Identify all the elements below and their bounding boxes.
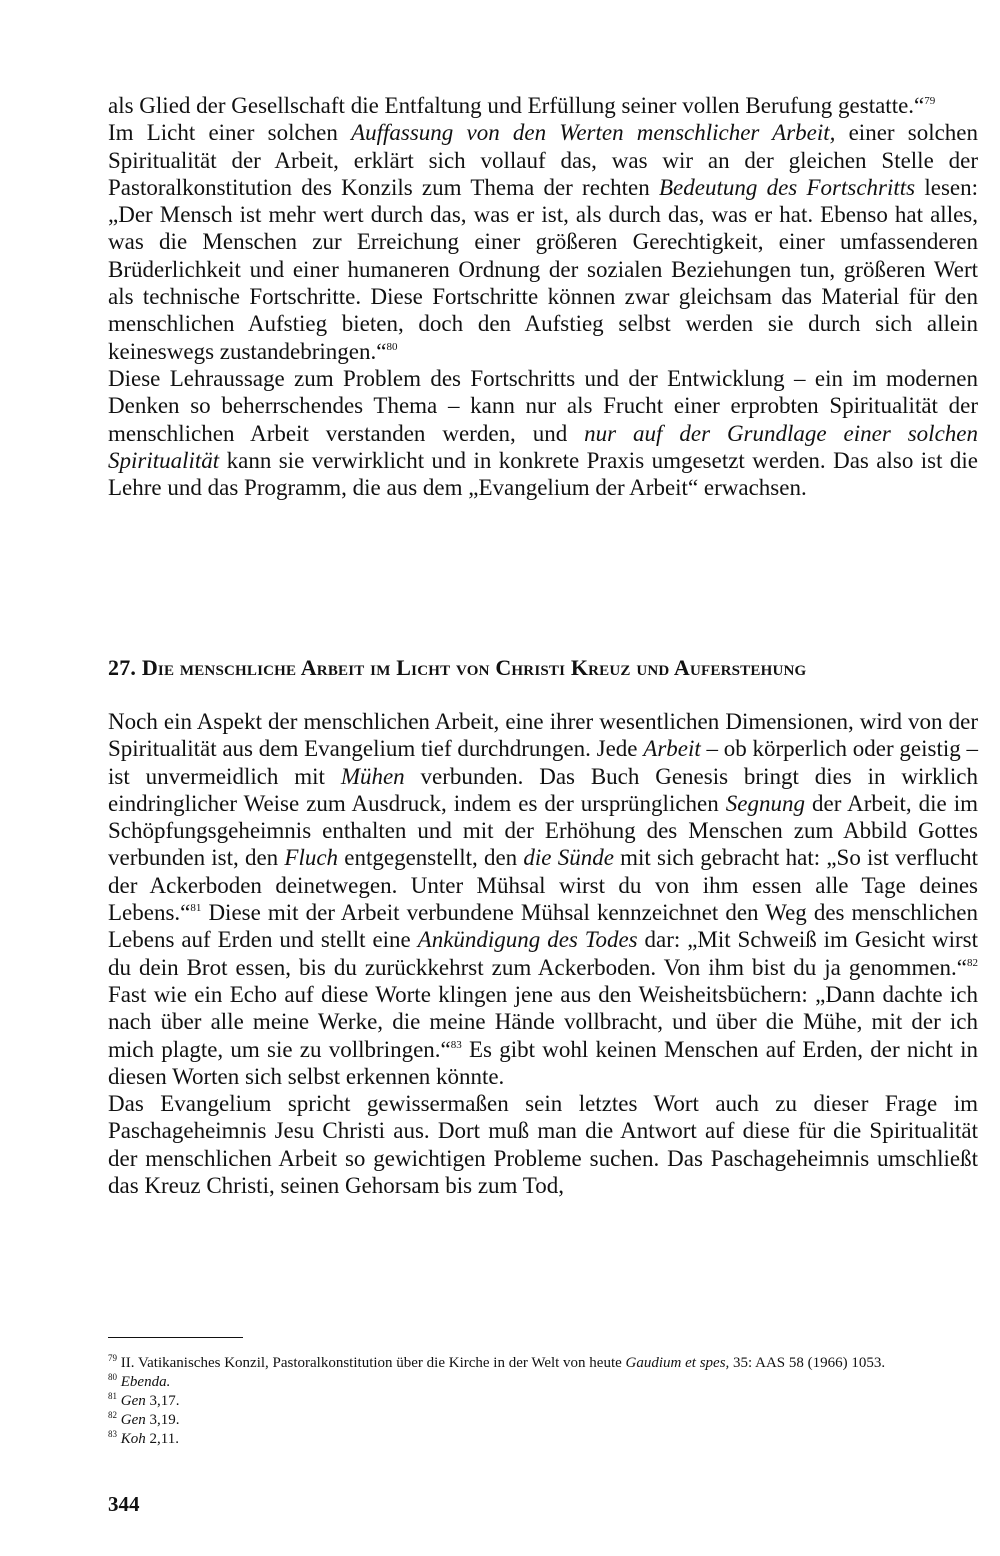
section-body xyxy=(108,708,978,1199)
section-title: Die menschliche Arbeit im Licht von Christi Kreuz und Auferstehung xyxy=(141,655,807,680)
footnote: $^{79}$ II. Vatikanisches Konzil, Pastoralkonstitution über die Kirche in der Welt von heute Gaudium et spes, 35: AAS 58 (1966) 1053. xyxy=(108,1353,886,1371)
paragraph: Das Evangelium spricht gewissermaßen sein letztes Wort auch zu dieser Frage im Paschageheimnis Jesu Christi aus. Dort muß man die Antwort auf diese für die Spiritualität der menschlichen Arbeit so gewichtigen Probleme suchen. Das Paschageheimnis umschließt das Kreuz Christi, seinen Gehorsam bis zum Tod, xyxy=(108,1091,978,1199)
page xyxy=(108,92,979,1516)
footnote-divider xyxy=(108,1337,243,1338)
footnote-ref: 81 xyxy=(190,902,202,915)
section-number: 27. xyxy=(108,655,137,680)
paragraph: Noch ein Aspekt der menschlichen Arbeit, eine ihrer wesentlichen Dimensionen, wird von der Spiritualität aus dem Evangelium tief durchdrungen. Jede Arbeit – ob körperlich oder geistig – ist unvermeidlich mit Mühen verbunden. Das Buch Genesis bringt dies in wirklich eindringlicher Weise zum Ausdruck, indem es der ursprünglichen Segnung der Arbeit, die im Schöpfungsgeheimnis enthalten und mit der Erhöhung des Menschen zum Abbild Gottes verbunden ist, den Fluch entgegenstellt, den die Sünde mit sich gebracht hat: „So ist verflucht der Ackerboden deinetwegen. Unter Mühsal wirst du von ihm essen alle Tage deines Lebens.“$^{81}$ Diese mit der Arbeit verbundene Mühsal kennzeichnet den Weg des menschlichen Lebens auf Erden und stellt eine Ankündigung des Todes dar: „Mit Schweiß im Gesicht wirst du dein Brot essen, bis du zurückkehrst zum Ackerboden. Von ihm bist du ja genommen.“$^{82}$ Fast wie ein Echo auf diese Worte klingen jene aus den Weisheitsbüchern: „Dann dachte ich nach über alle meine Werke, die meine Hände vollbracht, und über die Mühe, mit der ich mich plagte, um sie zu vollbringen.“$^{83}$ Es gibt wohl keinen Menschen auf Erden, der nicht in diesen Worten sich selbst erkennen könnte. xyxy=(108,709,979,1089)
intro-text xyxy=(108,92,978,501)
footnote-ref: 80 xyxy=(386,340,398,353)
footnotes xyxy=(108,1354,978,1449)
section-heading xyxy=(108,655,806,681)
footnote: $^{83}$ Koh 2,11. xyxy=(108,1429,179,1447)
footnote-ref: 79 xyxy=(924,95,936,107)
footnote-ref: 83 xyxy=(450,1038,462,1051)
paragraph: als Glied der Gesellschaft die Entfaltung und Erfüllung seiner vollen Berufung gestatte.“$^{79}$ xyxy=(108,93,936,118)
page-number: 344 xyxy=(108,1492,140,1516)
footnote: $^{82}$ Gen 3,19. xyxy=(108,1410,180,1428)
footnote-ref: 82 xyxy=(967,956,978,969)
paragraph: Diese Lehraussage zum Problem des Fortschritts und der Entwicklung – ein im modernen Denken so beherrschendes Thema – kann nur als Frucht einer erprobten Spiritualität der menschlichen Arbeit verstanden werden, und nur auf der Grundlage einer solchen Spiritualität kann sie verwirklicht und in konkrete Praxis umgesetzt werden. Das also ist die Lehre und das Programm, die aus dem „Evangelium der Arbeit“ erwachsen. xyxy=(108,365,978,501)
footnote: $^{80}$ Ebenda. xyxy=(108,1372,171,1390)
paragraph: Im Licht einer solchen Auffassung von den Werten menschlicher Arbeit, einer solchen Spiritualität der Arbeit, erklärt sich vollauf das, was wir an der gleichen Stelle der Pastoralkonstitution des Konzils zum Thema der rechten Bedeutung des Fortschritts lesen: „Der Mensch ist mehr wert durch das, was er ist, als durch das, was er hat. Ebenso hat alles, was die Menschen zur Erreichung einer größeren Gerechtigkeit, einer umfassenderen Brüderlichkeit und einer humaneren Ordnung der sozialen Beziehungen tun, größeren Wert als technische Fortschritte. Diese Fortschritte können zwar gleichsam das Material für den menschlichen Aufstieg bieten, doch den Aufstieg selbst werden sie durch sich allein keineswegs zustandebringen.“$^{80}$ xyxy=(108,120,979,364)
footnote: $^{81}$ Gen 3,17. xyxy=(108,1391,180,1409)
